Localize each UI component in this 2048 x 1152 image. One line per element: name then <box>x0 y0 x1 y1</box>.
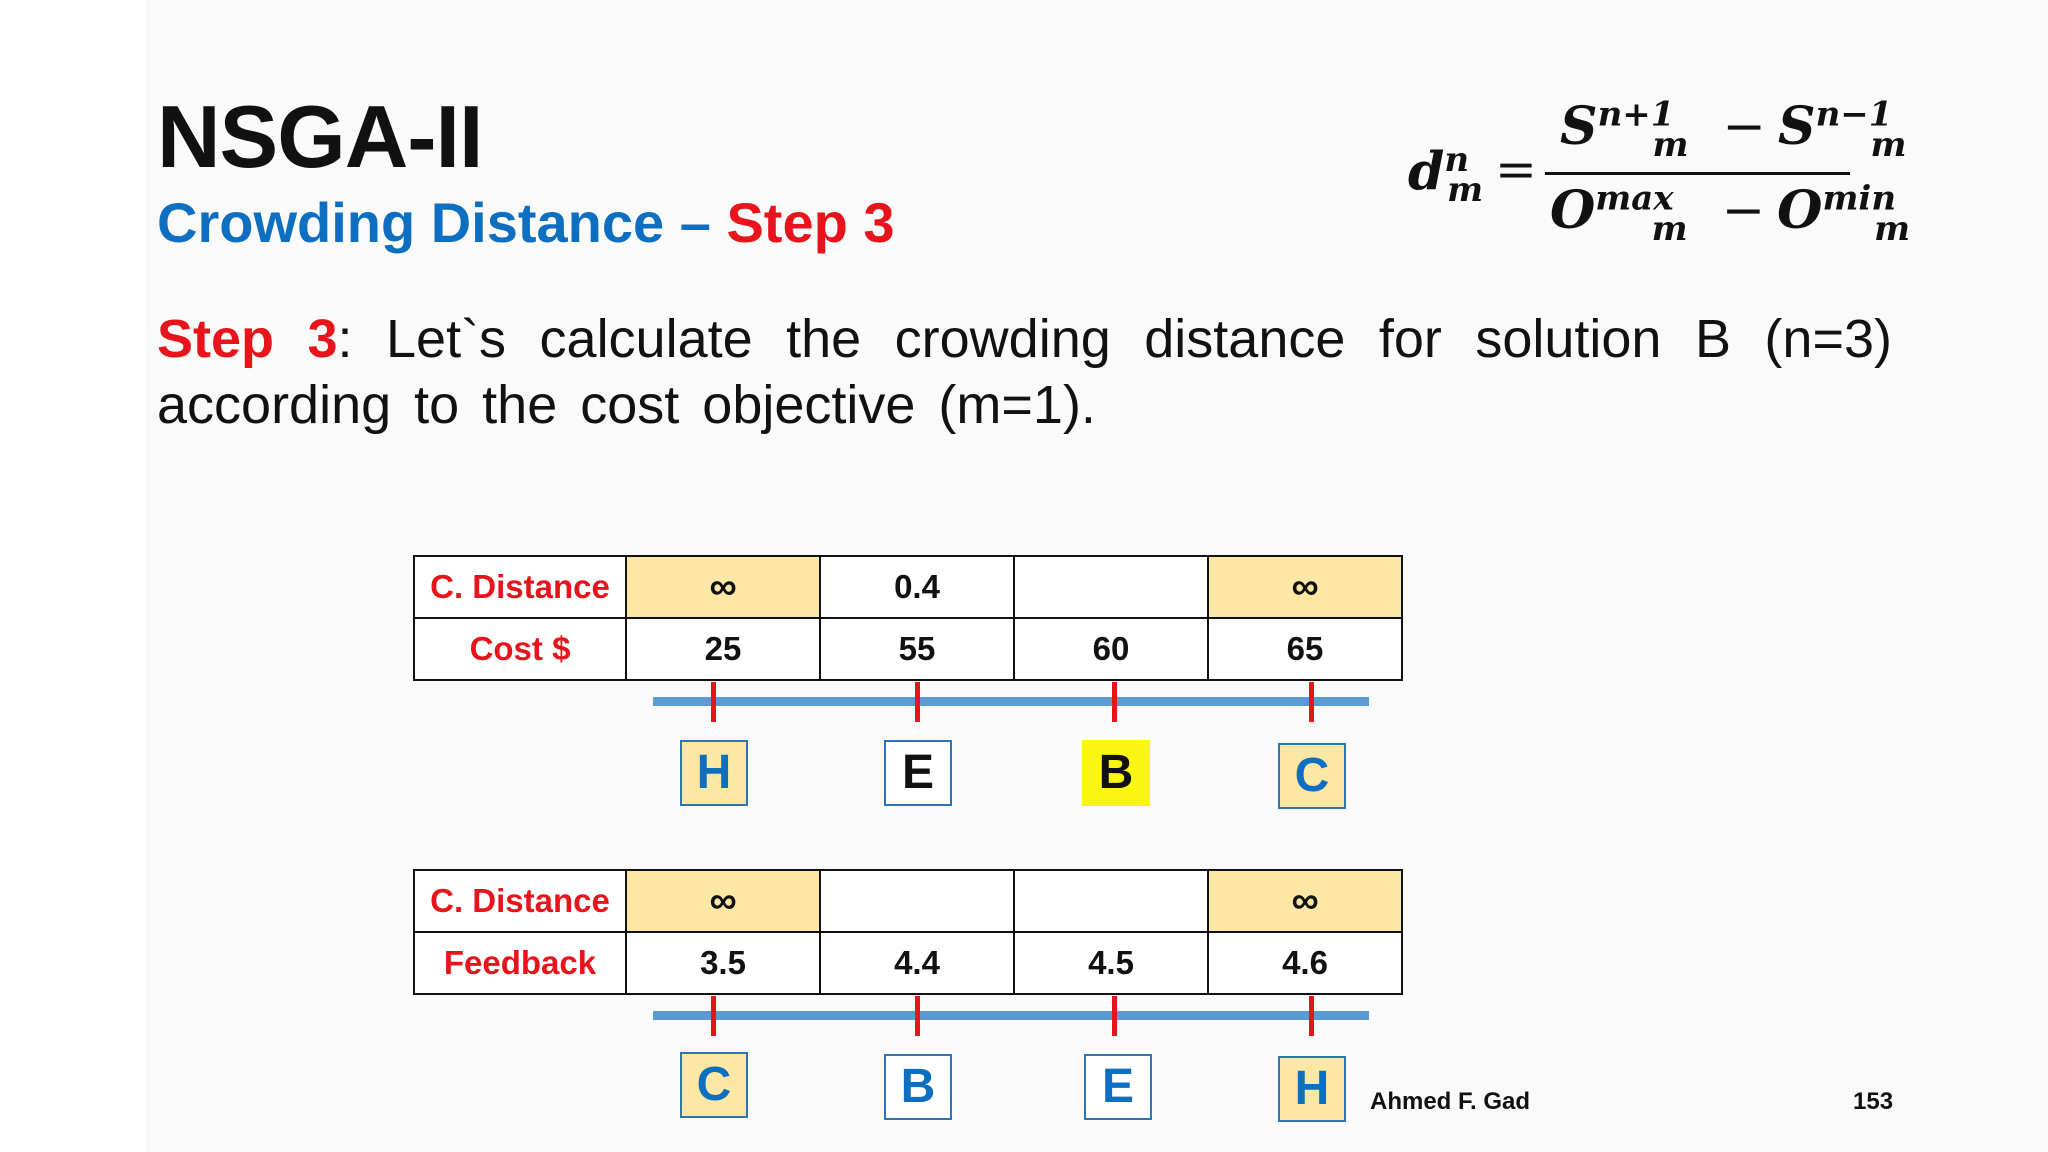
feedback-axis-line <box>653 1011 1369 1020</box>
table-cell: 60 <box>1014 618 1208 680</box>
table-cell: 4.6 <box>1208 932 1402 994</box>
cost-distance-table <box>413 555 1403 681</box>
cost-axis-line <box>653 697 1369 706</box>
formula-lhs: $d^n_m$ <box>1408 140 1484 210</box>
step-lead: Step 3 <box>157 309 338 369</box>
table-cell <box>1014 556 1208 618</box>
solution-box: C <box>1278 743 1346 809</box>
table-cell: 25 <box>626 618 820 680</box>
formula-fraction-line <box>1545 172 1850 175</box>
solution-box: E <box>884 740 952 806</box>
subtitle-step: Step 3 <box>726 191 895 254</box>
table-cell: ∞ <box>626 556 820 618</box>
step-text: : Let`s calculate the crowding distance for solution B (n=3) according to the cost objective (m=1). <box>157 309 1892 435</box>
page-number: 153 <box>1853 1088 1894 1115</box>
table-row <box>414 932 1402 994</box>
row-label: C. Distance <box>414 870 626 932</box>
table-cell: 3.5 <box>626 932 820 994</box>
table-row <box>414 556 1402 618</box>
subtitle-main: Crowding Distance – <box>157 191 727 254</box>
table-cell: 0.4 <box>820 556 1014 618</box>
formula-numerator: $S^{n+1}_m - S^{n-1}_m$ <box>1560 95 1907 165</box>
row-label: C. Distance <box>414 556 626 618</box>
solution-box: H <box>680 740 748 806</box>
axis-tick <box>1309 996 1314 1036</box>
table-cell <box>1014 870 1208 932</box>
slide-title: NSGA-II <box>157 87 483 186</box>
axis-tick <box>1112 682 1117 722</box>
table-row <box>414 618 1402 680</box>
table-cell: 4.5 <box>1014 932 1208 994</box>
formula-equals: = <box>1495 140 1537 198</box>
table-cell: ∞ <box>1208 870 1402 932</box>
table-cell: ∞ <box>626 870 820 932</box>
formula-denominator: $O^{max}_m - O^{min}_m$ <box>1550 179 1911 249</box>
slide-subtitle <box>157 190 895 255</box>
axis-tick <box>915 996 920 1036</box>
row-label: Cost $ <box>414 618 626 680</box>
table-row <box>414 870 1402 932</box>
table-cell: 65 <box>1208 618 1402 680</box>
solution-box: B <box>884 1054 952 1120</box>
table-cell <box>820 870 1014 932</box>
axis-tick <box>915 682 920 722</box>
solution-box: E <box>1084 1054 1152 1120</box>
table-cell: 55 <box>820 618 1014 680</box>
solution-box: C <box>680 1052 748 1118</box>
footer-author: Ahmed F. Gad <box>1370 1088 1531 1115</box>
row-label: Feedback <box>414 932 626 994</box>
step-description <box>157 306 1892 438</box>
axis-tick <box>711 682 716 722</box>
solution-box: H <box>1278 1056 1346 1122</box>
table-cell: 4.4 <box>820 932 1014 994</box>
axis-tick <box>1112 996 1117 1036</box>
table-cell: ∞ <box>1208 556 1402 618</box>
crowding-distance-formula <box>1400 95 1911 255</box>
feedback-distance-table <box>413 869 1403 995</box>
solution-box-highlighted: B <box>1082 740 1150 806</box>
axis-tick <box>1309 682 1314 722</box>
axis-tick <box>711 996 716 1036</box>
